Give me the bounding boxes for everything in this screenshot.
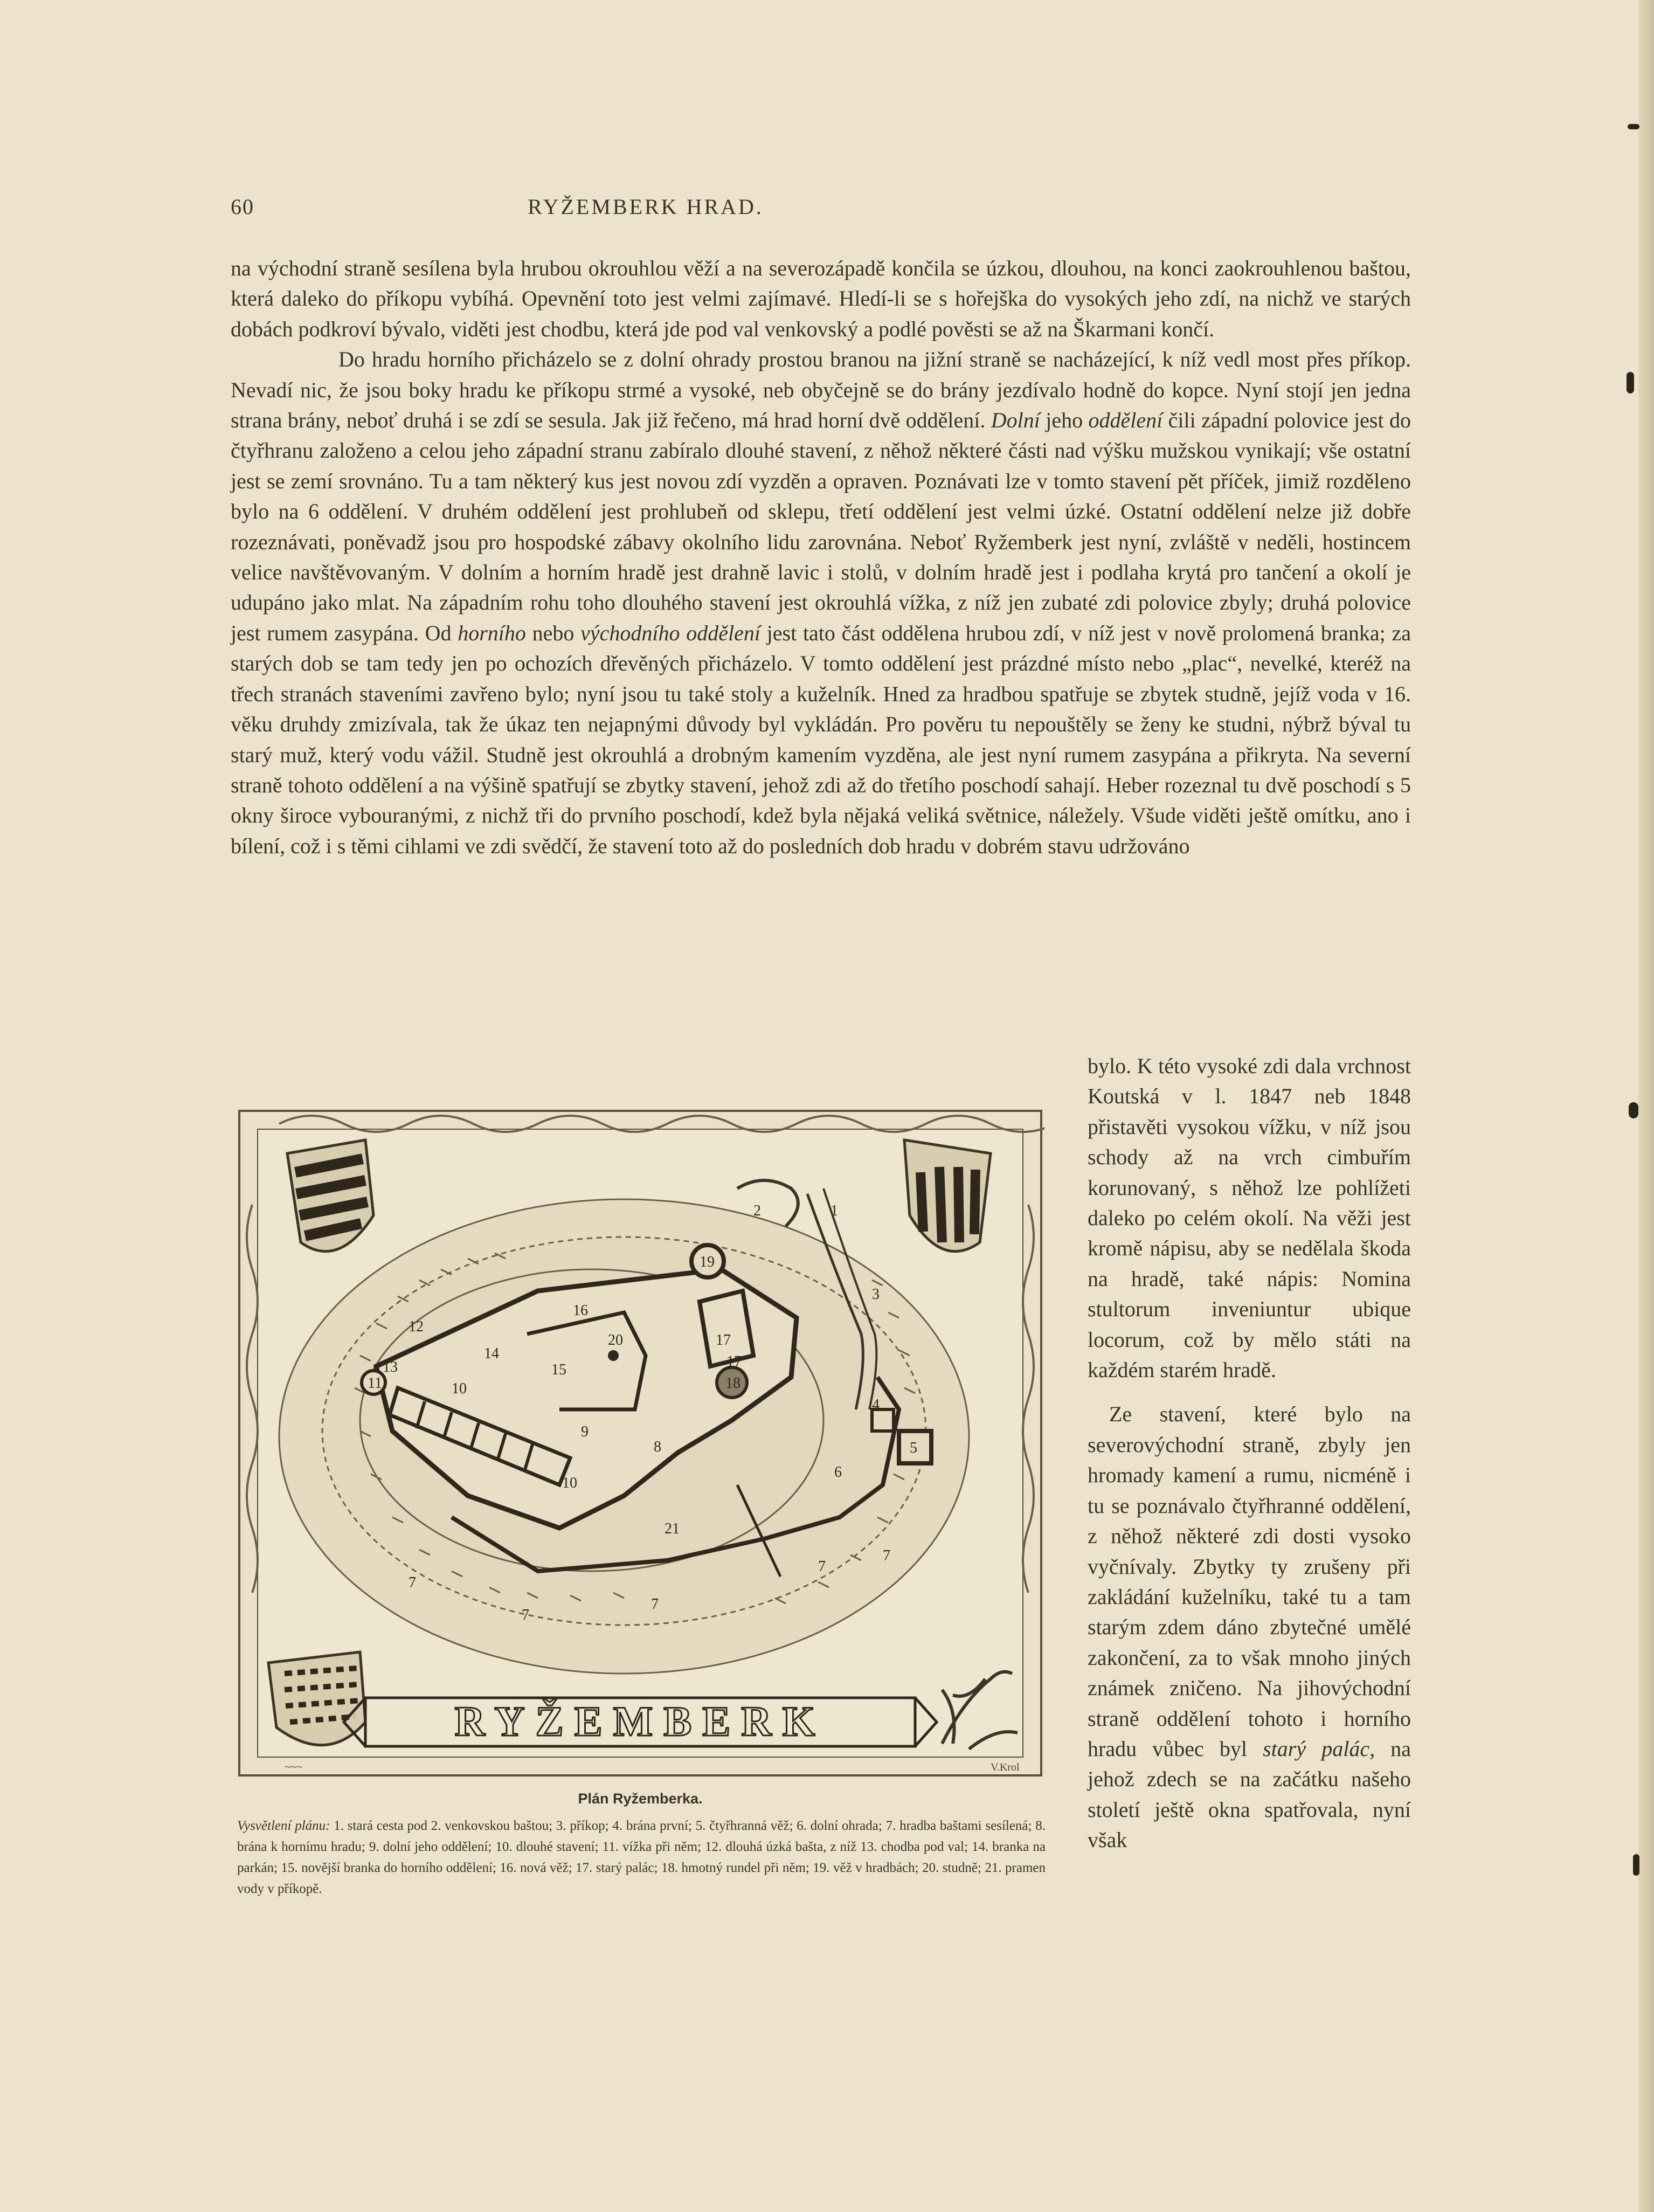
engraver-signature-left: ~~~: [285, 1761, 302, 1773]
castle-plan-figure: [236, 1108, 1044, 1779]
legend-label: Vysvětlení plánu:: [237, 1819, 330, 1833]
paragraph-2-mid3: nebo: [525, 620, 581, 645]
emphasis-oddeleni: oddělení: [1088, 408, 1163, 433]
emphasis-horniho: horního: [458, 620, 526, 645]
title-banner: RYŽEMBERK: [454, 1698, 826, 1745]
castle-plan-drawing: [236, 1108, 1044, 1779]
plan-label: 20: [608, 1332, 623, 1349]
plan-label: 10: [562, 1475, 577, 1491]
page-header: [231, 190, 1061, 227]
running-head: RYŽEMBERK HRAD.: [528, 195, 764, 219]
margin-mark: [1628, 124, 1639, 129]
plan-label: 17: [716, 1332, 731, 1349]
plan-label: 19: [700, 1254, 715, 1270]
figure-legend: [237, 1815, 1046, 1899]
plan-label: 12: [409, 1318, 424, 1335]
plan-label: 7: [883, 1547, 890, 1564]
plan-label: 4: [872, 1397, 880, 1413]
side-paragraph-2: [1088, 1399, 1411, 1855]
side-column-text: [1088, 1051, 1411, 1856]
paragraph-2-mid1: jeho: [1040, 408, 1089, 433]
figure-caption-title: Plán Ryžemberka.: [578, 1791, 703, 1807]
paragraph-2-pre: Do hradu horního přicházelo se z dolní ohrady prostou branou na jižní straně se nacházející, k níž vedl most přes příkop. Nevadí nic, že jsou boky hradu ke příkopu strmé a vysoké, neb obyčejně se do brány jezdívalo hodně do kopce. Nyní stojí jen jedna strana brány, neboť druhá i se zdí se sesula. Jak již řečeno, má hrad horní dvě oddělení.: [231, 347, 1411, 433]
margin-mark: [1629, 1102, 1638, 1118]
plan-label: 6: [834, 1464, 842, 1481]
plan-label: 17: [726, 1353, 742, 1370]
plan-label: 3: [872, 1286, 880, 1303]
paragraph-1: na východní straně sesílena byla hrubou okrouhlou věží a na severozápadě končila se úzkou, dlouhou, na konci zaokrouhlenou baštou, která daleko do příkopu vybíhá. Opevnění toto jest velmi zajímavé. Hledí-li se s hořejška do vysokých jeho zdí, na nichž ve starých dobách podkroví bývalo, viděti jest chodbu, která jde pod val venkovský a podlé pověsti se až na Škarmani končí.: [231, 256, 1411, 341]
page-edge: [1638, 0, 1654, 2212]
plan-label: 2: [753, 1202, 761, 1219]
paragraph-2-mid2: čili západní polovice jest do čtyřhranu založeno a celou jeho západní stranu zabíralo dlouhé stavení, z něhož některé části nad výšku mužskou vynikají; vše ostatní jest se zemí srovnáno. Tu a tam některý kus jest novou zdí vyzděn a opraven. Poznávati lze v tomto stavení pět příček, jimiž rozděleno bylo na 6 oddělení. V druhém oddělení jest prohlubeň od sklepu, třetí oddělení jest velmi úzké. Ostatní oddělení nelze již dobře rozeznávati, poněvadž jsou pro hospodské zábavy okolního lidu zarovnána. Neboť Ryžemberk jest nyní, zvláště v neděli, hostincem velice navštěvovaným. V dolním a horním hradě jest drahně lavic i stolů, v dolním hradě jest i podlaha krytá pro tančení a okolí je udupáno jako mlat. Na západním rohu toho dlouhého stavení jest okrouhlá vížka, z níž jen zubaté zdi polovice zbyly; druhá polovice jest rumem zasypána. Od: [231, 408, 1411, 645]
well-icon: [608, 1350, 619, 1361]
plan-label: 1: [831, 1202, 838, 1219]
plan-label: 5: [910, 1440, 917, 1456]
page-number: 60: [231, 195, 254, 219]
emphasis-vychodniho: východního oddělení: [580, 620, 760, 645]
margin-mark: [1627, 372, 1634, 393]
plan-label: 9: [581, 1423, 589, 1440]
emphasis-stary-palac: starý palác,: [1263, 1736, 1375, 1761]
plan-label: 14: [484, 1345, 499, 1362]
side-paragraph-1: bylo. K této vysoké zdi dala vrchnost Koutská v l. 1847 neb 1848 přistavěti vysokou vížku, v níž jsou schody až na vrch cimbuřím korunovaný, s něhož lze pohlížeti daleko po celém okolí. Na věži jest kromě nápisu, aby se nedělala škoda na hradě, také nápis: Nomina stultorum inveniuntur ubique locorum, což by mělo státi na každém starém hradě.: [1088, 1054, 1411, 1382]
plan-label: 21: [665, 1520, 680, 1537]
side-paragraph-2-post: na jehož zdech se na začátku našeho století ještě okna spatřovala, nyní však: [1088, 1736, 1411, 1852]
body-text: [231, 253, 1411, 861]
engraver-signature-right: V.Krol: [991, 1761, 1020, 1773]
plan-label: 13: [383, 1359, 398, 1375]
plan-label: 18: [725, 1375, 741, 1392]
plan-label: 7: [818, 1558, 826, 1575]
paragraph-2-post: jest tato část oddělena hrubou zdí, v níž jest v nově prolomená branka; za starých dob se tam tedy jen po ochozích dřevěných přicházelo. V tomto oddělení jest prázdné místo nebo „plac“, nevelké, kteréž na třech stranách staveními zavřeno bylo; nyní jsou tu také stoly a kuželník. Hned za hradbou spatřuje se zbytek studně, jejíž voda v 16. věku druhdy zmizívala, tak že úkaz ten nejapnými důvody byl vykládán. Pro pověru tu nepouštěly se ženy ke studni, nýbrž býval tu starý muž, který vodu vážil. Studně jest okrouhlá a drobným kamením vyzděna, ale jest nyní rumem zasypána a přikryta. Na severní straně tohoto oddělení a na výšině spatřují se zbytky stavení, jehož zdi až do třetího poschodí sahají. Heber rozeznal tu dvě poschodí s 5 okny široce vybouranými, z nichž tři do prvního poschodí, kdež byla nějaká veliká světnice, náležely. Všude viděti ještě omítku, ano i bílení, což i s těmi cihlami ve zdi svědčí, že stavení toto až do posledních dob hradu v dobrém stavu udržováno: [231, 620, 1411, 858]
plan-label: 7: [522, 1607, 529, 1623]
plan-label: 7: [651, 1596, 659, 1613]
plan-label: 8: [654, 1439, 661, 1455]
plan-label: 16: [573, 1302, 588, 1319]
paragraph-2: [231, 344, 1411, 861]
plan-label: 10: [452, 1380, 467, 1397]
emphasis-dolni: Dolní: [991, 408, 1040, 433]
plan-label: 7: [409, 1574, 416, 1591]
side-paragraph-2-pre: Ze stavení, které bylo na severovýchodní straně, zbyly jen hromady kamení a rumu, nicméně i tu se poznávalo čtyřhranné oddělení, z něhož některé zdi dosti vysoko vyčnívaly. Zbytky ty zrušeny při zakládání kuželníku, také tu a tam starým zdem dáno zbytečné umělé zakončení, za to však mnoho jiných známek zničeno. Na jihovýchodní straně oddělení tohoto i horního hradu vůbec byl: [1088, 1402, 1411, 1761]
plan-label: 11: [368, 1375, 382, 1392]
margin-mark: [1633, 1854, 1639, 1876]
plan-label: 15: [551, 1361, 566, 1378]
legend-text: 1. stará cesta pod 2. venkovskou baštou; 3. příkop; 4. brána první; 5. čtyřhranná věž; 6. dolní ohrada; 7. hradba baštami sesílená; 8. brána k hornímu hradu; 9. dolní jeho oddělení; 10. dlouhé stavení; 11. vížka při něm; 12. dlouhá úzká bašta, z níž 13. chodba pod val; 14. branka na parkán; 15. novější branka do horního oddělení; 16. nová věž; 17. starý palác; 18. hmotný rundel při něm; 19. věž v hradbách; 20. studně; 21. pramen vody v příkopě.: [237, 1819, 1046, 1896]
